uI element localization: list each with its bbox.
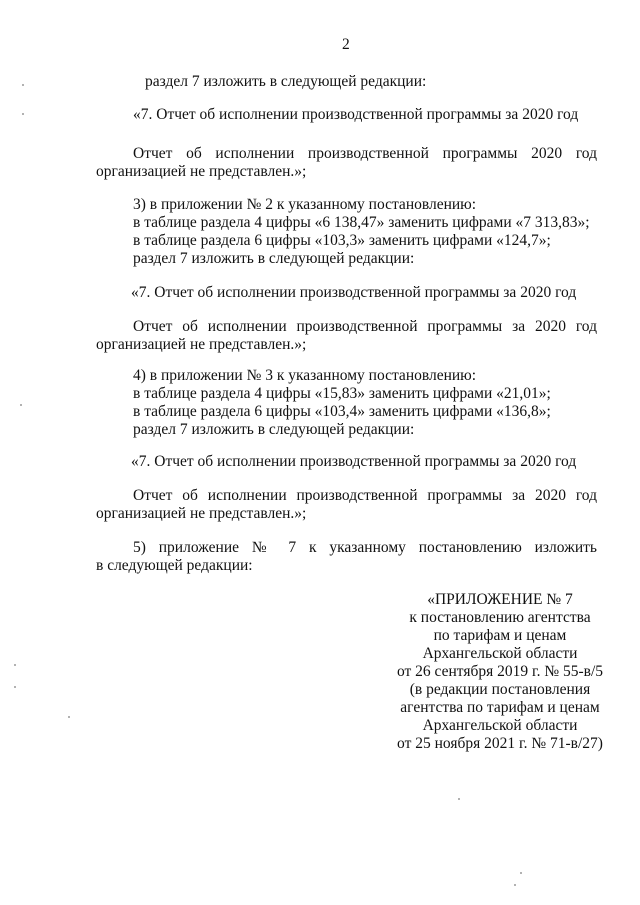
text-line: раздел 7 изложить в следующей редакции: — [145, 73, 427, 90]
page-number: 2 — [342, 36, 350, 53]
scan-speck — [458, 798, 460, 800]
section-heading: «7. Отчет об исполнении производственной программы за 2020 год — [131, 284, 577, 301]
scan-speck — [22, 84, 24, 86]
scan-speck — [514, 884, 516, 886]
appendix-title: «ПРИЛОЖЕНИЕ № 7 — [427, 591, 573, 608]
text-line: 4) в приложении № 3 к указанному постановлению: — [133, 367, 477, 384]
text-line: раздел 7 изложить в следующей редакции: — [133, 250, 415, 267]
scan-speck — [14, 686, 16, 688]
text-line: Отчет об исполнении производственной программы за 2020 год — [133, 318, 597, 335]
text-line: в таблице раздела 6 цифры «103,3» заменить цифрами «124,7»; — [133, 232, 551, 249]
scan-speck — [20, 404, 22, 406]
scan-speck — [68, 716, 70, 718]
appendix-line: к постановлению агентства — [409, 609, 591, 626]
appendix-line: агентства по тарифам и ценам — [400, 699, 600, 716]
appendix-line: от 26 сентября 2019 г. № 55-в/5 — [396, 663, 604, 680]
appendix-line: от 25 ноября 2021 г. № 71-в/27) — [397, 735, 603, 752]
appendix-line: Архангельской области — [422, 645, 578, 662]
scan-speck — [14, 664, 16, 666]
text-line: 3) в приложении № 2 к указанному постановлению: — [133, 196, 477, 213]
text-line: организацией не представлен.»; — [96, 505, 307, 522]
scan-speck — [520, 872, 522, 874]
text-line: Отчет об исполнении производственной программы за 2020 год — [133, 487, 597, 504]
appendix-line: (в редакции постановления — [409, 681, 591, 698]
scan-speck — [22, 113, 24, 115]
text-line: в таблице раздела 4 цифры «6 138,47» заменить цифрами «7 313,83»; — [133, 214, 590, 231]
text-line: в таблице раздела 4 цифры «15,83» заменить цифрами «21,01»; — [133, 385, 551, 402]
appendix-line: Архангельской области — [422, 717, 578, 734]
text-line: в таблице раздела 6 цифры «103,4» заменить цифрами «136,8»; — [133, 403, 551, 420]
text-line: 5) приложение № 7 к указанному постановлению изложить — [133, 539, 597, 556]
text-line: Отчет об исполнении производственной программы 2020 год — [133, 145, 597, 162]
appendix-line: по тарифам и ценам — [433, 627, 567, 644]
text-line: раздел 7 изложить в следующей редакции: — [133, 421, 415, 438]
text-line: организацией не представлен.»; — [96, 163, 307, 180]
section-heading: «7. Отчет об исполнении производственной программы за 2020 год — [133, 106, 579, 123]
section-heading: «7. Отчет об исполнении производственной программы за 2020 год — [131, 453, 577, 470]
text-line: в следующей редакции: — [96, 557, 253, 574]
text-line: организацией не представлен.»; — [96, 336, 307, 353]
